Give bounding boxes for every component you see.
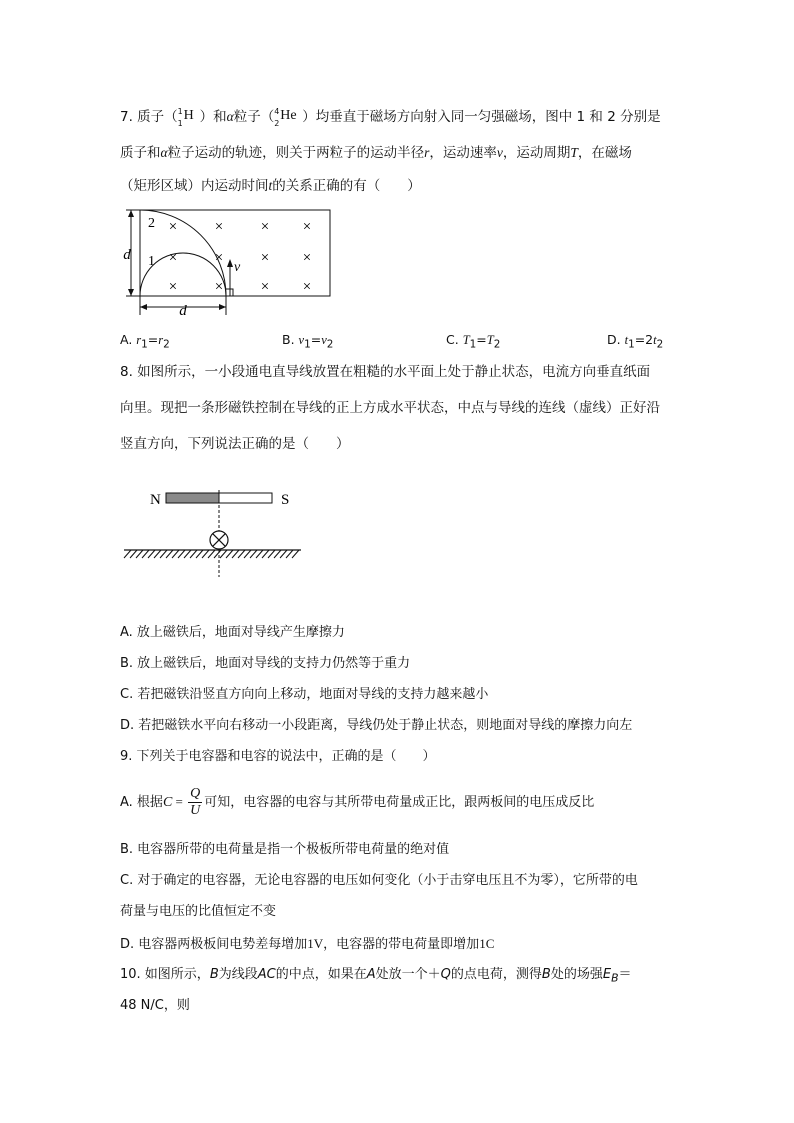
- q7-option-b: B. $v_1=v_2$: [282, 332, 334, 351]
- field-cross: ×: [168, 279, 178, 295]
- q10-line-1: 10. 如图所示，B为线段AC的中点，如果在A处放一个＋Q的点电荷，测得B处的场强$E_B=$: [120, 967, 632, 985]
- q7-option-c: C. $T_1=T_2$: [446, 332, 501, 351]
- q8-line-2: 向里。现把一条形磁铁控制在导线的正上方成水平状态，中点与导线的连线（虚线）正好沿: [120, 400, 660, 416]
- q7-line-3: （矩形区域）内运动时间t的关系正确的有（ ）: [120, 178, 421, 194]
- helium-symbol: 4 2 He: [274, 107, 297, 128]
- magnet-north-half: [166, 493, 219, 503]
- bottom-arrow-left: [140, 304, 147, 310]
- side-arrow-bottom: [128, 289, 134, 296]
- field-cross: ×: [302, 250, 312, 266]
- q8-line-1: 8. 如图所示，一小段通电直导线放置在粗糙的水平面上处于静止状态，电流方向垂直纸面: [120, 364, 651, 380]
- field-cross: ×: [260, 279, 270, 295]
- q9-option-d: D. 电容器两极板间电势差每增加1V，电容器的带电荷量即增加1C: [120, 936, 495, 952]
- q8-line-3: 竖直方向，下列说法正确的是（ ）: [120, 436, 350, 452]
- q7-line-2: 质子和α粒子运动的轨迹，则关于两粒子的运动半径r，运动速率v，运动周期T，在磁场: [120, 145, 632, 161]
- q9-stem: 9. 下列关于电容器和电容的说法中，正确的是（ ）: [120, 749, 436, 764]
- track-1-label: 1: [148, 254, 155, 269]
- magnet-north-label: N: [150, 492, 161, 508]
- q9-option-c-line-1: C. 对于确定的电容器，无论电容器的电压如何变化（小于击穿电压且不为零），它所带的电: [120, 873, 638, 888]
- q10-line-2: 48 N/C，则: [120, 998, 190, 1013]
- q8-option-a: A. 放上磁铁后，地面对导线产生摩擦力: [120, 625, 345, 640]
- track-2-label: 2: [148, 216, 155, 231]
- magnetic-field-figure: [120, 205, 340, 323]
- magnet-wire-figure: [120, 480, 305, 580]
- q9-option-b: B. 电容器所带的电荷量是指一个极板所带电荷量的绝对值: [120, 842, 450, 857]
- field-cross: ×: [168, 219, 178, 235]
- magnet-south-label: S: [281, 492, 290, 508]
- field-cross: ×: [214, 219, 224, 235]
- ground-hatching: [124, 550, 299, 558]
- q8-option-d: D. 若把磁铁水平向右移动一小段距离，导线仍处于静止状态，则地面对导线的摩擦力向左: [120, 718, 633, 733]
- q7-option-d: D. $t_1=2t_2$: [607, 332, 664, 351]
- q7-option-a: A. $r_1=r_2$: [120, 332, 170, 351]
- field-cross: ×: [214, 250, 224, 266]
- q9-option-a: A. 根据C = $\frac{Q}{U}$ 可知，电容器的电容与其所带电荷量成正比，跟两板间的电压成反比: [120, 786, 595, 818]
- field-cross: ×: [214, 279, 224, 295]
- capacitance-fraction: $\frac{Q}{U}$: [190, 786, 201, 818]
- side-arrow-top: [128, 210, 134, 217]
- q8-option-b: B. 放上磁铁后，地面对导线的支持力仍然等于重力: [120, 656, 411, 671]
- field-cross: ×: [302, 279, 312, 295]
- field-cross: ×: [260, 219, 270, 235]
- field-cross: ×: [260, 250, 270, 266]
- bottom-d-label: d: [179, 303, 187, 319]
- velocity-label: v: [234, 260, 241, 275]
- magnet-south-half: [219, 493, 272, 503]
- q7-line-1: 7. 质子（ 1 1 H ）和α粒子（ 4 2 He ）均垂直于磁场方向射入同一匀强磁场，图中 1 和 2 分别是: [120, 107, 661, 128]
- q8-option-c: C. 若把磁铁沿竖直方向向上移动，地面对导线的支持力越来越小: [120, 687, 489, 702]
- field-cross: ×: [168, 250, 178, 266]
- proton-symbol: 1 1 H: [177, 107, 194, 128]
- bottom-arrow-right: [219, 304, 226, 310]
- field-cross: ×: [302, 219, 312, 235]
- velocity-arrow-head: [227, 259, 233, 267]
- q9-option-c-line-2: 荷量与电压的比值恒定不变: [120, 904, 277, 919]
- side-d-label: d: [123, 247, 131, 263]
